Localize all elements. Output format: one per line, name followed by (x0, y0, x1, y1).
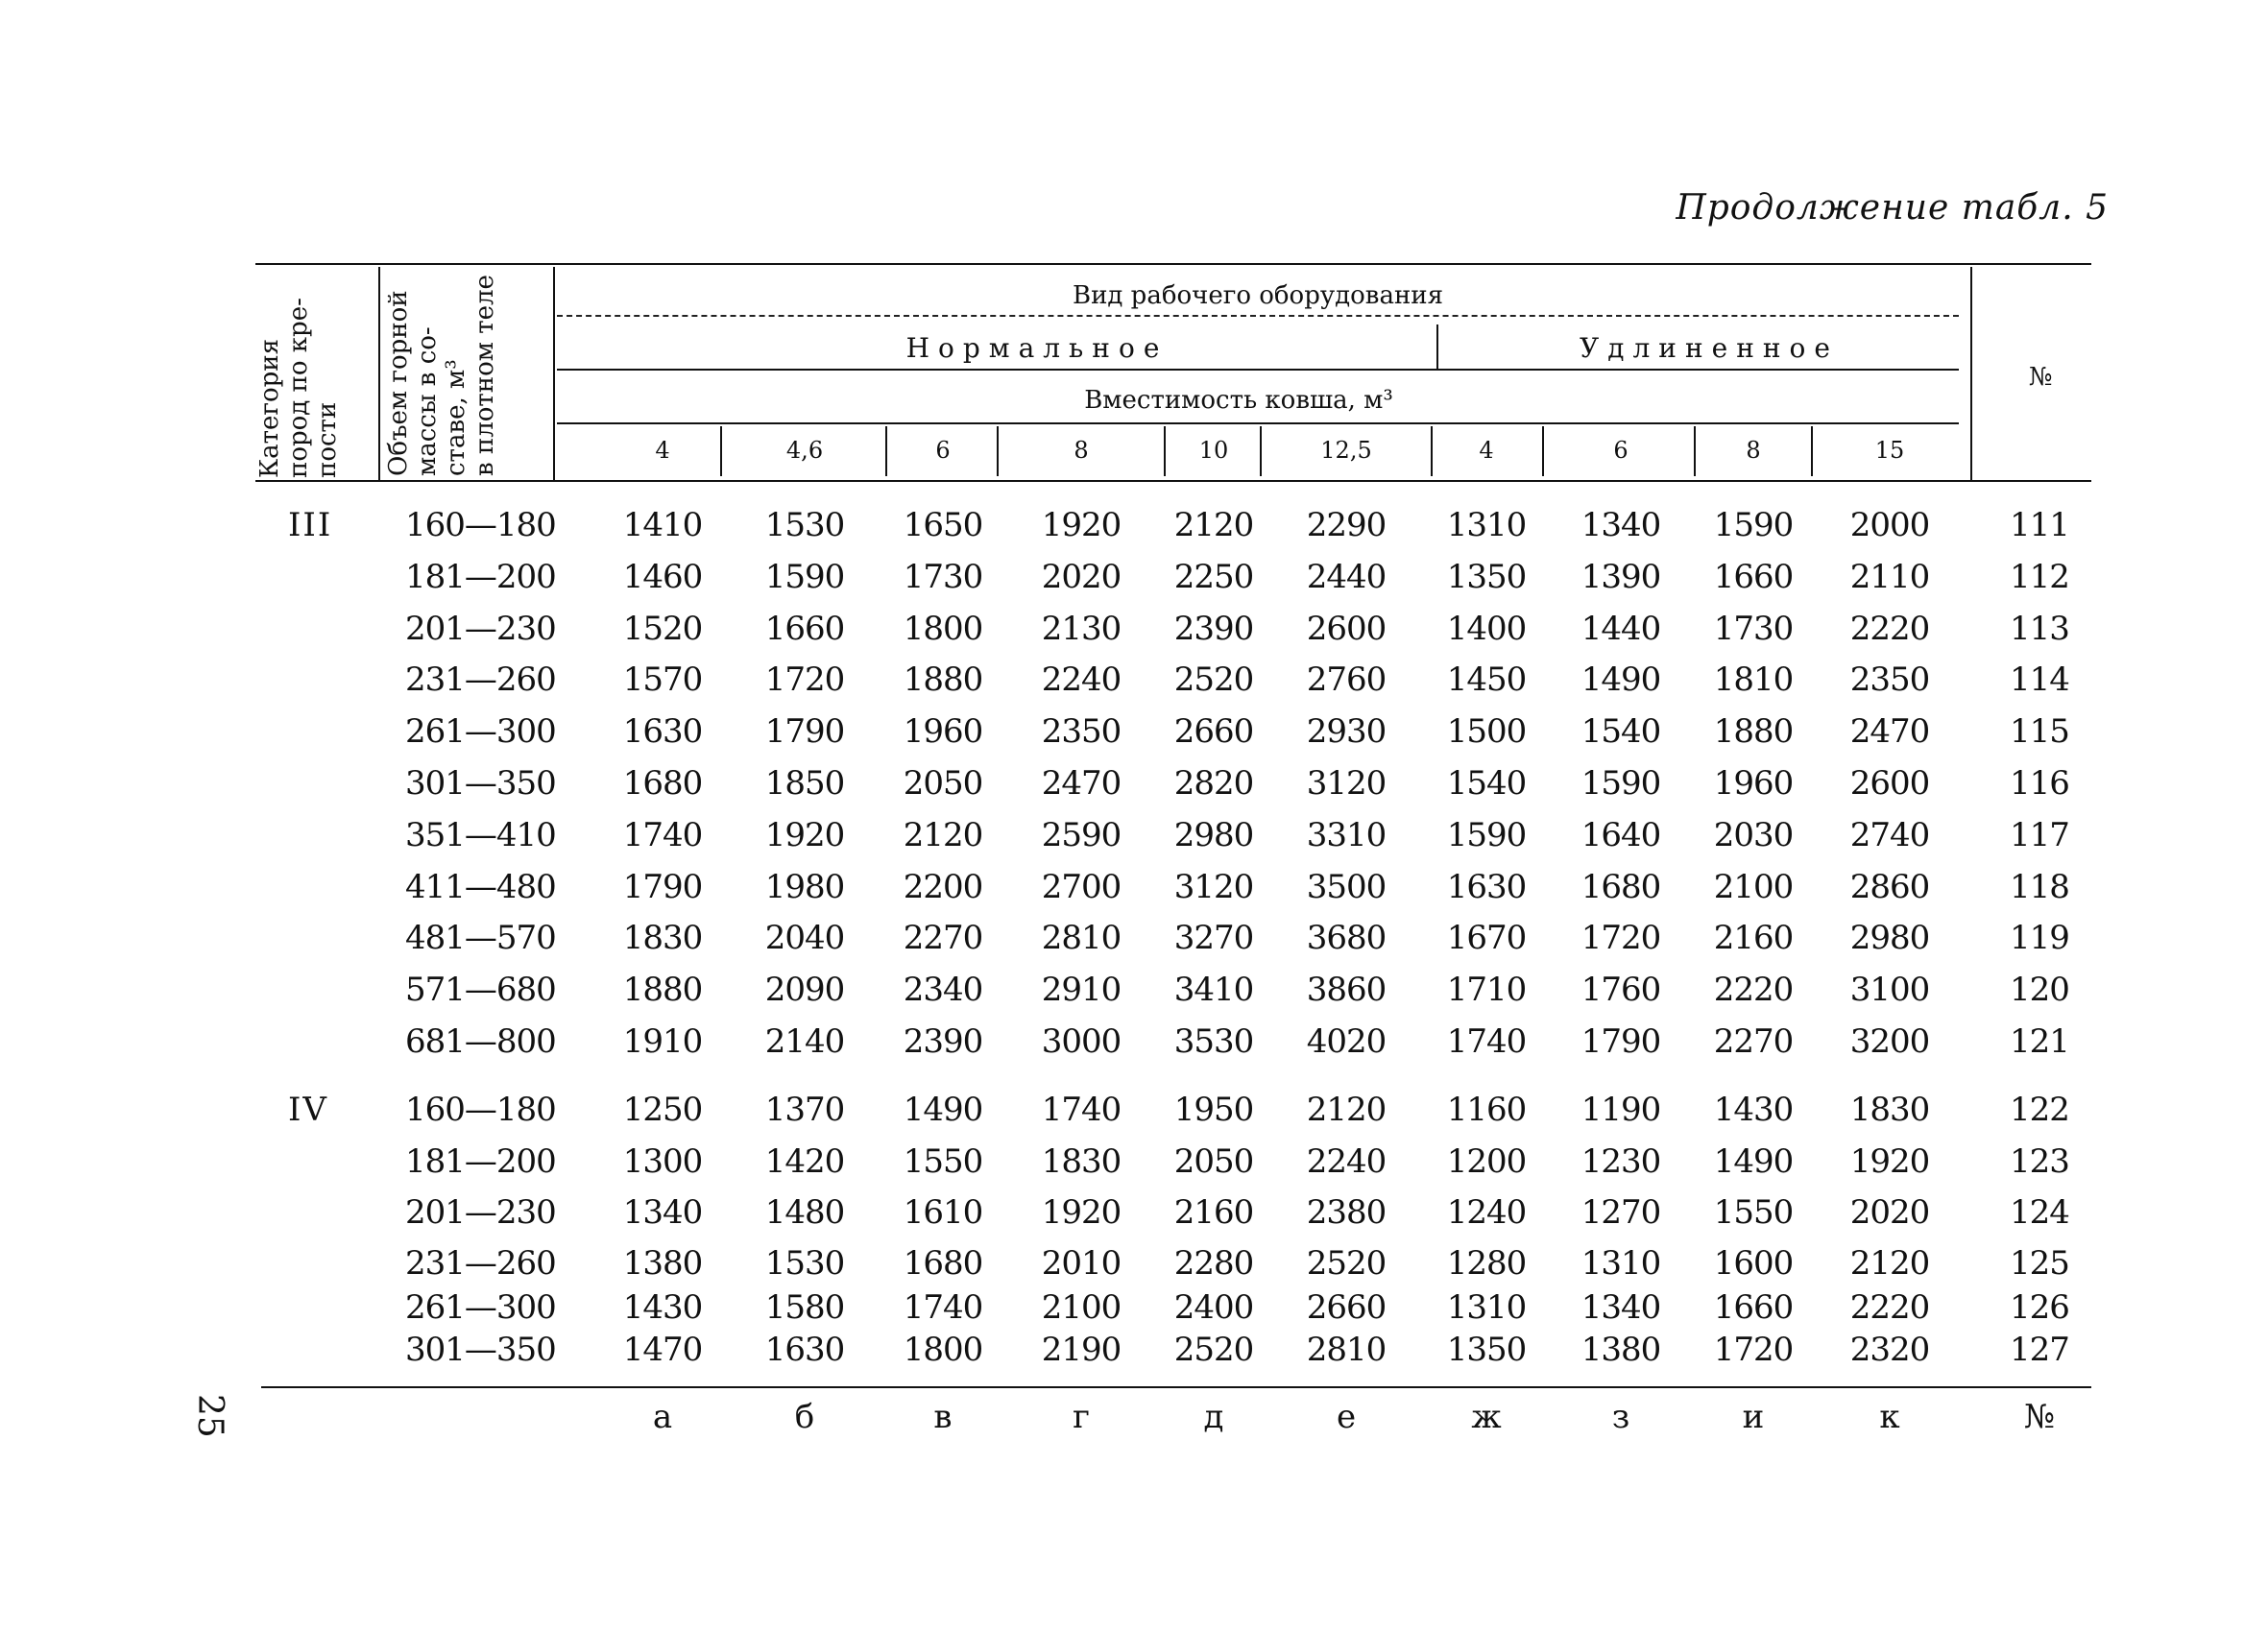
volume-range: 261—300 (405, 712, 556, 751)
table-cell: 2440 (1306, 558, 1387, 596)
table-cell: 2350 (1041, 712, 1122, 751)
table-cell: 1490 (1713, 1142, 1794, 1181)
table-cell: 1680 (622, 764, 703, 803)
table-cell: 1670 (1446, 919, 1527, 957)
table-cell: 1540 (1446, 764, 1527, 803)
table-cell: 1790 (622, 868, 703, 906)
table-cell: 1270 (1580, 1193, 1661, 1232)
table-cell: 2040 (764, 919, 845, 957)
table-cell: 1830 (1041, 1142, 1122, 1181)
column-letter: е (1336, 1398, 1357, 1436)
volume-range: 681—800 (405, 1022, 556, 1061)
table-cell: 1580 (764, 1288, 845, 1327)
table-cell: 2160 (1173, 1193, 1254, 1232)
volume-range: 231—260 (405, 1244, 556, 1283)
table-cell: 1880 (903, 660, 983, 699)
table-cell: 1590 (764, 558, 845, 596)
rule-under-capacity (557, 422, 1959, 424)
table-cell: 1790 (764, 712, 845, 751)
table-cell: 1590 (1713, 506, 1794, 544)
table-cell: 2320 (1849, 1331, 1930, 1369)
rule-under-type (557, 369, 1959, 371)
table-cell: 1790 (1580, 1022, 1661, 1061)
table-cell: 1530 (764, 506, 845, 544)
rule-under-equipment (557, 315, 1959, 317)
table-cell: 2400 (1173, 1288, 1254, 1327)
table-cell: 2810 (1041, 919, 1122, 957)
table-cell: 1950 (1173, 1091, 1254, 1129)
table-cell: 3270 (1173, 919, 1254, 957)
table-cell: 2590 (1041, 816, 1122, 854)
table-cell: 2130 (1041, 610, 1122, 648)
header-divider (1970, 267, 1972, 480)
table-cell: 1340 (622, 1193, 703, 1232)
table-cell: 1340 (1580, 506, 1661, 544)
row-number: 120 (2010, 971, 2069, 1009)
column-letter: и (1742, 1398, 1765, 1436)
table-cell: 2380 (1306, 1193, 1387, 1232)
table-cell: 1450 (1446, 660, 1527, 699)
table-cell: 2660 (1306, 1288, 1387, 1327)
table-cell: 1550 (1713, 1193, 1794, 1232)
table-cell: 2220 (1849, 610, 1930, 648)
table-cell: 1740 (622, 816, 703, 854)
table-cell: 1630 (764, 1331, 845, 1369)
table-cell: 1390 (1580, 558, 1661, 596)
table-cell: 1720 (764, 660, 845, 699)
bucket-capacity-header: Вместимость ковша, м³ (1084, 386, 1393, 415)
row-number: 127 (2010, 1331, 2069, 1369)
table-cell: 1720 (1713, 1331, 1794, 1369)
table-cell: 1610 (903, 1193, 983, 1232)
table-cell: 1740 (903, 1288, 983, 1327)
category-column-header: Категория пород по кре- пости (255, 298, 342, 478)
table-cell: 1630 (622, 712, 703, 751)
table-cell: 1640 (1580, 816, 1661, 854)
table-cell: 1350 (1446, 1331, 1527, 1369)
table-cell: 2600 (1849, 764, 1930, 803)
volume-column-header: Объем горной массы в со- ставе, м³ в плотном теле (384, 275, 499, 476)
column-letter: г (1073, 1398, 1090, 1436)
row-number: 112 (2010, 558, 2069, 596)
table-cell: 1480 (764, 1193, 845, 1232)
volume-range: 571—680 (405, 971, 556, 1009)
table-cell: 3200 (1849, 1022, 1930, 1061)
table-cell: 2110 (1849, 558, 1930, 596)
table-cell: 3120 (1306, 764, 1387, 803)
row-number: 126 (2010, 1288, 2069, 1327)
table-cell: 1310 (1580, 1244, 1661, 1283)
equipment-type-header: Вид рабочего оборудования (1072, 281, 1444, 310)
header-divider (1431, 426, 1433, 476)
number-column-header: № (2028, 363, 2053, 392)
table-cell: 1530 (764, 1244, 845, 1283)
volume-range: 411—480 (405, 868, 556, 906)
table-cell: 1850 (764, 764, 845, 803)
table-cell: 1570 (622, 660, 703, 699)
table-cell: 1880 (622, 971, 703, 1009)
row-number: 111 (2010, 506, 2069, 544)
table-cell: 1490 (903, 1091, 983, 1129)
table-cell: 1680 (1580, 868, 1661, 906)
table-cell: 2760 (1306, 660, 1387, 699)
table-cell: 1340 (1580, 1288, 1661, 1327)
table-cell: 1280 (1446, 1244, 1527, 1283)
table-cell: 3500 (1306, 868, 1387, 906)
row-number: 118 (2010, 868, 2069, 906)
volume-range: 160—180 (405, 506, 556, 544)
table-cell: 2660 (1173, 712, 1254, 751)
table-cell: 3860 (1306, 971, 1387, 1009)
table-cell: 2030 (1713, 816, 1794, 854)
table-cell: 2120 (1173, 506, 1254, 544)
table-cell: 1190 (1580, 1091, 1661, 1129)
table-cell: 2390 (903, 1022, 983, 1061)
table-cell: 2910 (1041, 971, 1122, 1009)
volume-range: 181—200 (405, 558, 556, 596)
column-letter: б (794, 1398, 815, 1436)
page-number: 25 (190, 1394, 229, 1438)
capacity-header-cell: 6 (1613, 437, 1629, 464)
capacity-header-cell: 4 (655, 437, 670, 464)
table-cell: 3000 (1041, 1022, 1122, 1061)
table-cell: 1370 (764, 1091, 845, 1129)
header-divider (997, 426, 999, 476)
table-cell: 2120 (1849, 1244, 1930, 1283)
table-cell: 2200 (903, 868, 983, 906)
table-cell: 2810 (1306, 1331, 1387, 1369)
volume-range: 231—260 (405, 660, 556, 699)
capacity-header-cell: 10 (1198, 437, 1229, 464)
table-caption: Продолжение табл. 5 (1676, 188, 2109, 228)
table-cell: 1760 (1580, 971, 1661, 1009)
table-cell: 2120 (903, 816, 983, 854)
row-number: 125 (2010, 1244, 2069, 1283)
capacity-header-cell: 6 (935, 437, 951, 464)
table-cell: 1310 (1446, 1288, 1527, 1327)
table-cell: 2350 (1849, 660, 1930, 699)
header-bottom-rule (255, 480, 2091, 482)
capacity-header-cell: 12,5 (1320, 437, 1372, 464)
table-cell: 2340 (903, 971, 983, 1009)
table-cell: 1600 (1713, 1244, 1794, 1283)
table-cell: 1830 (1849, 1091, 1930, 1129)
table-cell: 2250 (1173, 558, 1254, 596)
table-cell: 1160 (1446, 1091, 1527, 1129)
table-cell: 1460 (622, 558, 703, 596)
table-cell: 2600 (1306, 610, 1387, 648)
table-cell: 2100 (1041, 1288, 1122, 1327)
capacity-header-cell: 4 (1479, 437, 1494, 464)
table-cell: 2860 (1849, 868, 1930, 906)
table-cell: 1240 (1446, 1193, 1527, 1232)
table-cell: 1300 (622, 1142, 703, 1181)
row-number: 123 (2010, 1142, 2069, 1181)
table-cell: 2140 (764, 1022, 845, 1061)
volume-range: 351—410 (405, 816, 556, 854)
table-bottom-rule (261, 1386, 2091, 1388)
table-cell: 1540 (1580, 712, 1661, 751)
row-number: 121 (2010, 1022, 2069, 1061)
table-cell: 1980 (764, 868, 845, 906)
table-cell: 2120 (1306, 1091, 1387, 1129)
table-cell: 1910 (622, 1022, 703, 1061)
extended-equipment-header: Удлиненное (1580, 332, 1839, 364)
header-divider (720, 426, 722, 476)
table-cell: 1440 (1580, 610, 1661, 648)
table-cell: 1800 (903, 610, 983, 648)
table-cell: 1420 (764, 1142, 845, 1181)
table-cell: 1490 (1580, 660, 1661, 699)
capacity-header-cell: 15 (1874, 437, 1905, 464)
table-cell: 2470 (1041, 764, 1122, 803)
table-cell: 2020 (1849, 1193, 1930, 1232)
row-number: 116 (2010, 764, 2069, 803)
table-cell: 1810 (1713, 660, 1794, 699)
table-cell: 2090 (764, 971, 845, 1009)
column-letter: к (1879, 1398, 1900, 1436)
volume-range: 201—230 (405, 1193, 556, 1232)
column-letter: № (2023, 1398, 2056, 1436)
table-cell: 1470 (622, 1331, 703, 1369)
row-number: 117 (2010, 816, 2069, 854)
volume-range: 301—350 (405, 1331, 556, 1369)
table-cell: 1590 (1580, 764, 1661, 803)
row-number: 113 (2010, 610, 2069, 648)
table-cell: 2820 (1173, 764, 1254, 803)
table-cell: 1200 (1446, 1142, 1527, 1181)
capacity-header-cell: 8 (1746, 437, 1761, 464)
table-cell: 1380 (622, 1244, 703, 1283)
table-cell: 1680 (903, 1244, 983, 1283)
table-cell: 2930 (1306, 712, 1387, 751)
table-cell: 3310 (1306, 816, 1387, 854)
table-cell: 1720 (1580, 919, 1661, 957)
table-cell: 2980 (1849, 919, 1930, 957)
table-cell: 2020 (1041, 558, 1122, 596)
column-letter: д (1203, 1398, 1224, 1436)
table-cell: 2240 (1041, 660, 1122, 699)
row-number: 119 (2010, 919, 2069, 957)
table-cell: 2160 (1713, 919, 1794, 957)
header-divider (1694, 426, 1696, 476)
table-cell: 2280 (1173, 1244, 1254, 1283)
header-divider (1436, 324, 1438, 371)
table-cell: 1710 (1446, 971, 1527, 1009)
header-divider (1542, 426, 1544, 476)
table-cell: 1410 (622, 506, 703, 544)
table-cell: 2000 (1849, 506, 1930, 544)
table-cell: 2220 (1849, 1288, 1930, 1327)
table-cell: 1230 (1580, 1142, 1661, 1181)
table-cell: 2220 (1713, 971, 1794, 1009)
table-cell: 2980 (1173, 816, 1254, 854)
row-number: 114 (2010, 660, 2069, 699)
column-letter: в (933, 1398, 953, 1436)
rock-category: III (288, 506, 333, 544)
table-cell: 3410 (1173, 971, 1254, 1009)
table-cell: 2050 (1173, 1142, 1254, 1181)
table-cell: 1660 (764, 610, 845, 648)
volume-range: 160—180 (405, 1091, 556, 1129)
table-cell: 1830 (622, 919, 703, 957)
table-cell: 1630 (1446, 868, 1527, 906)
table-cell: 2520 (1173, 660, 1254, 699)
table-cell: 3680 (1306, 919, 1387, 957)
table-cell: 1880 (1713, 712, 1794, 751)
table-cell: 2270 (903, 919, 983, 957)
table-cell: 2520 (1173, 1331, 1254, 1369)
table-cell: 1500 (1446, 712, 1527, 751)
table-cell: 3100 (1849, 971, 1930, 1009)
header-divider (1811, 426, 1813, 476)
table-cell: 1920 (1041, 506, 1122, 544)
table-cell: 1960 (1713, 764, 1794, 803)
table-cell: 1960 (903, 712, 983, 751)
table-cell: 4020 (1306, 1022, 1387, 1061)
table-cell: 1920 (1041, 1193, 1122, 1232)
table-cell: 1660 (1713, 1288, 1794, 1327)
table-cell: 1350 (1446, 558, 1527, 596)
table-cell: 1550 (903, 1142, 983, 1181)
table-cell: 2390 (1173, 610, 1254, 648)
table-cell: 2470 (1849, 712, 1930, 751)
table-cell: 2700 (1041, 868, 1122, 906)
table-cell: 1740 (1446, 1022, 1527, 1061)
table-cell: 1310 (1446, 506, 1527, 544)
rock-category: IV (288, 1091, 328, 1129)
table-cell: 1430 (622, 1288, 703, 1327)
table-cell: 1920 (764, 816, 845, 854)
volume-range: 481—570 (405, 919, 556, 957)
table-cell: 1650 (903, 506, 983, 544)
row-number: 115 (2010, 712, 2069, 751)
normal-equipment-header: Нормальное (905, 332, 1169, 364)
header-divider (1164, 426, 1166, 476)
table-cell: 3120 (1173, 868, 1254, 906)
volume-range: 261—300 (405, 1288, 556, 1327)
table-cell: 1400 (1446, 610, 1527, 648)
table-cell: 1730 (1713, 610, 1794, 648)
volume-range: 301—350 (405, 764, 556, 803)
row-number: 124 (2010, 1193, 2069, 1232)
table-cell: 1590 (1446, 816, 1527, 854)
header-divider (1260, 426, 1262, 476)
table-cell: 2010 (1041, 1244, 1122, 1283)
capacity-header-cell: 4,6 (785, 437, 824, 464)
table-cell: 1380 (1580, 1331, 1661, 1369)
column-letter: а (652, 1398, 673, 1436)
table-cell: 2290 (1306, 506, 1387, 544)
table-cell: 2190 (1041, 1331, 1122, 1369)
table-cell: 1430 (1713, 1091, 1794, 1129)
table-cell: 1730 (903, 558, 983, 596)
table-cell: 2050 (903, 764, 983, 803)
column-letter: з (1611, 1398, 1630, 1436)
table-cell: 2240 (1306, 1142, 1387, 1181)
table-cell: 2270 (1713, 1022, 1794, 1061)
table-cell: 1740 (1041, 1091, 1122, 1129)
volume-range: 181—200 (405, 1142, 556, 1181)
column-letter: ж (1471, 1398, 1502, 1436)
table-cell: 1800 (903, 1331, 983, 1369)
table-cell: 1660 (1713, 558, 1794, 596)
header-divider (885, 426, 887, 476)
table-cell: 2100 (1713, 868, 1794, 906)
table-cell: 2740 (1849, 816, 1930, 854)
volume-range: 201—230 (405, 610, 556, 648)
row-number: 122 (2010, 1091, 2069, 1129)
table-cell: 3530 (1173, 1022, 1254, 1061)
capacity-header-cell: 8 (1074, 437, 1089, 464)
table-cell: 1520 (622, 610, 703, 648)
table-cell: 1250 (622, 1091, 703, 1129)
table-cell: 2520 (1306, 1244, 1387, 1283)
table-cell: 1920 (1849, 1142, 1930, 1181)
